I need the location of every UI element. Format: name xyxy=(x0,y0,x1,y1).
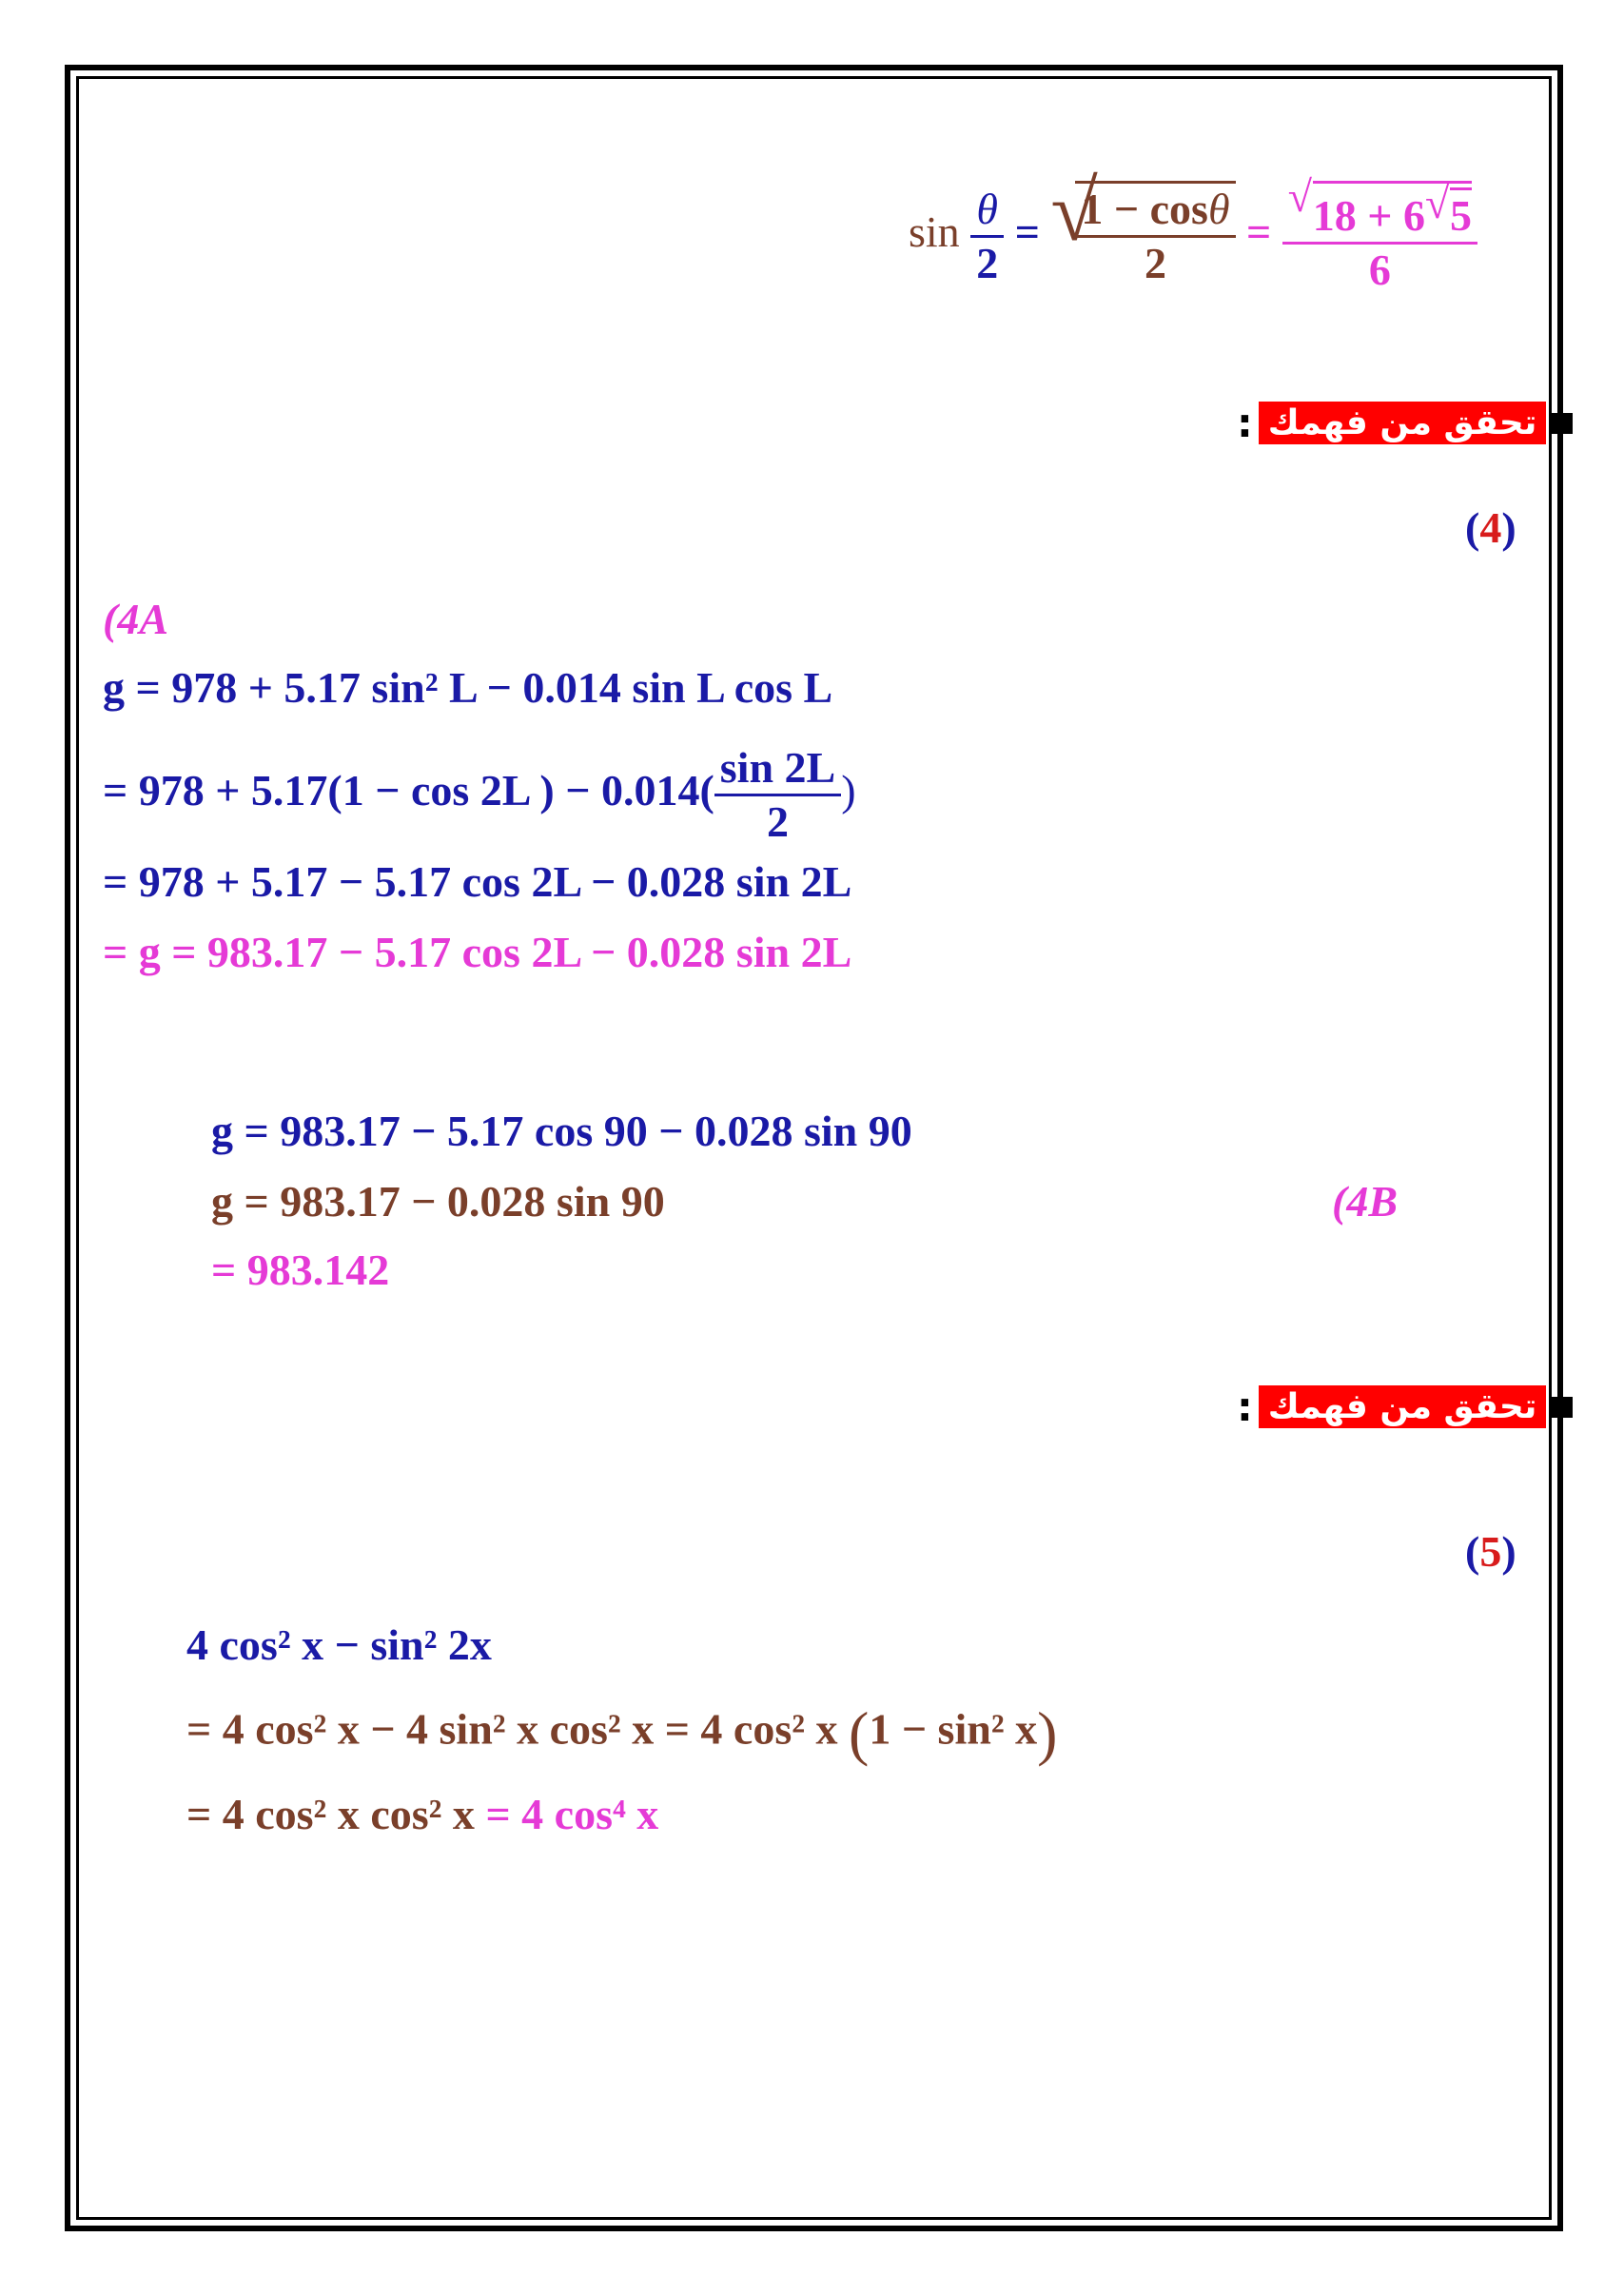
question-number-5: (5) xyxy=(1465,1527,1516,1576)
part-4a-line-3: = 978 + 5.17 − 5.17 cos 2L − 0.028 sin 2L xyxy=(103,857,852,906)
part-4a-result: = g = 983.17 − 5.17 cos 2L − 0.028 sin 2L xyxy=(103,928,852,976)
radical-expression: √ $\frac{1 - \cos\theta}{2}$ xyxy=(1050,181,1235,285)
q5-line-3: = 4 cos² x cos² x = 4 cos⁴ x xyxy=(186,1790,659,1838)
part-4a-line-2: = 978 + 5.17(1 − cos 2L ) − 0.014( $\frac{\sin 2L}{2}$ ) xyxy=(103,743,856,846)
part-4b-result: = 983.142 xyxy=(211,1246,390,1294)
question-number-4: (4) xyxy=(1465,503,1516,552)
square-bullet-icon xyxy=(1552,413,1573,434)
half-angle-formula: sin $\frac{\theta}{2}$ = √ $\frac{1 - \cos\theta}{2}$ = √ 18 + 6 √ 5 6 xyxy=(909,181,1477,292)
sin-function: sin xyxy=(909,207,960,257)
part-4a-line-1: g = 978 + 5.17 sin² L − 0.014 sin L cos L xyxy=(103,663,833,712)
part-4b-line-2: g = 983.17 − 0.028 sin 90 xyxy=(211,1177,665,1226)
result-fraction: √ 18 + 6 √ 5 6 xyxy=(1282,181,1477,292)
q5-result: = 4 cos⁴ x xyxy=(485,1790,659,1838)
part-4b-label: (4B xyxy=(1332,1177,1398,1226)
q5-line-2: = 4 cos² x − 4 sin² x cos² x = 4 cos² x (1 − sin² x) xyxy=(186,1699,1058,1767)
square-bullet-icon xyxy=(1552,1397,1573,1418)
check-understanding-label: : تحقق من فهمك xyxy=(1237,400,1573,446)
check-understanding-label-2: : تحقق من فهمك xyxy=(1237,1383,1573,1430)
theta-over-two: $\frac{\theta}{2}$ xyxy=(970,187,1004,285)
part-4b-line-1: g = 983.17 − 5.17 cos 90 − 0.028 sin 90 xyxy=(211,1107,912,1155)
q5-line-1: 4 cos² x − sin² 2x xyxy=(186,1620,492,1669)
part-4a-label: (4A xyxy=(103,595,168,643)
